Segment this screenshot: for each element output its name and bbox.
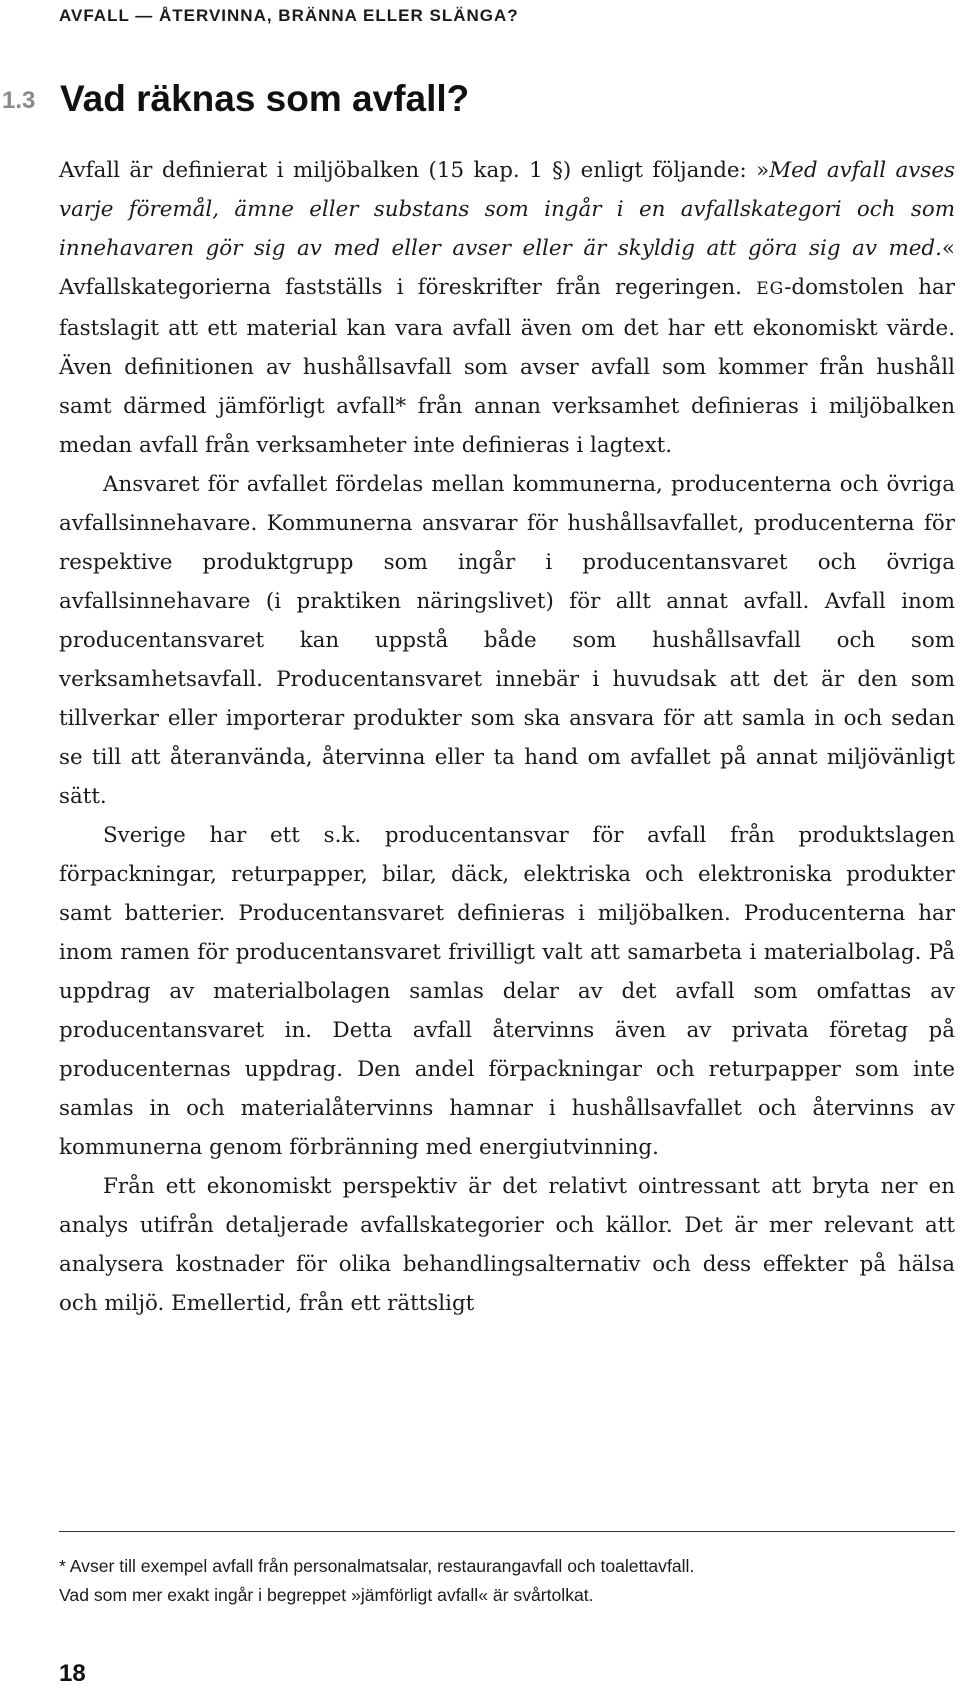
paragraph-text: -domstolen har fastslagit att ett material kan vara avfall även om det har ett ekonomiskt värde. Även definitionen av hushållsavfall som avser avfall som kommer från hushåll samt därmed jämförligt avfall* från annan verksamhet definieras i miljöbalken medan avfall från verksamheter inte definieras i lagtext. [59,275,955,458]
paragraph-responsibility: Ansvaret för avfallet fördelas mellan kommunerna, producenterna och övriga avfallsinnehavare. Kommunerna ansvarar för hushållsavfallet, producenterna för respektive produktgrupp som ingår i producentansvaret och övriga avfallsinnehavare (i praktiken näringslivet) för allt annat avfall. Avfall inom producentansvaret kan uppstå både som hushållsavfall och som verksamhetsavfall. Producentansvaret innebär i huvudsak att det är den som tillverkar eller importerar produkter som ska ansvara för att samla in och sedan se till att återanvända, återvinna eller ta hand om avfallet på annat miljövänligt sätt. [59,472,955,809]
paragraph-text: « Avfallskategorierna fastställs i föreskrifter från regeringen. [59,236,955,300]
law-quote: Med avfall avses varje föremål, ämne eller substans som ingår i en avfallskategori och som innehavaren gör sig av med eller avser eller är skyldig att göra sig av med. [59,158,955,261]
paragraph-text: Avfall är definierat i miljöbalken (15 kap. 1 §) enligt följande: » [59,158,770,183]
paragraph-producer-responsibility: Sverige har ett s.k. producentansvar för avfall från produktslagen förpackningar, returpapper, bilar, däck, elektriska och elektroniska produkter samt batterier. Producentansvaret definieras i miljöbalken. Producenterna har inom ramen för producentansvaret frivilligt valt att samarbeta i materialbolag. På uppdrag av materialbolagen samlas delar av det avfall som omfattas av producentansvaret in. Detta avfall återvinns även av privata företag på producenternas uppdrag. Den andel förpackningar och returpapper som inte samlas in och materialåtervinns hamnar i hushållsavfallet och återvinns av kommunerna genom förbränning med energiutvinning. [59,823,955,1160]
paragraph-economic-perspective: Från ett ekonomiskt perspektiv är det relativt ointressant att bryta ner en analys utifrån detaljerade avfallskategorier och källor. Det är mer relevant att analysera kostnader för olika behandlingsalternativ och dess effekter på hälsa och miljö. Emellertid, från ett rättsligt [59,1174,955,1316]
footnote-line: Vad som mer exakt ingår i begreppet »jämförligt avfall« är svårtolkat. [59,1585,594,1605]
eg-abbreviation: EG [756,279,785,299]
running-head: AVFALL — ÅTERVINNA, BRÄNNA ELLER SLÄNGA? [59,6,519,25]
section-heading [0,78,960,130]
footnote [59,1552,955,1610]
footnote-line: * Avser till exempel avfall från personalmatsalar, restaurangavfall och toalettavfall. [59,1556,695,1576]
body-text [59,151,955,1323]
section-number: 1.3 [2,87,36,114]
page-number: 18 [59,1660,86,1687]
paragraph-definition [59,151,955,465]
footnote-divider [59,1531,955,1532]
section-title: Vad räknas som avfall? [60,78,470,119]
